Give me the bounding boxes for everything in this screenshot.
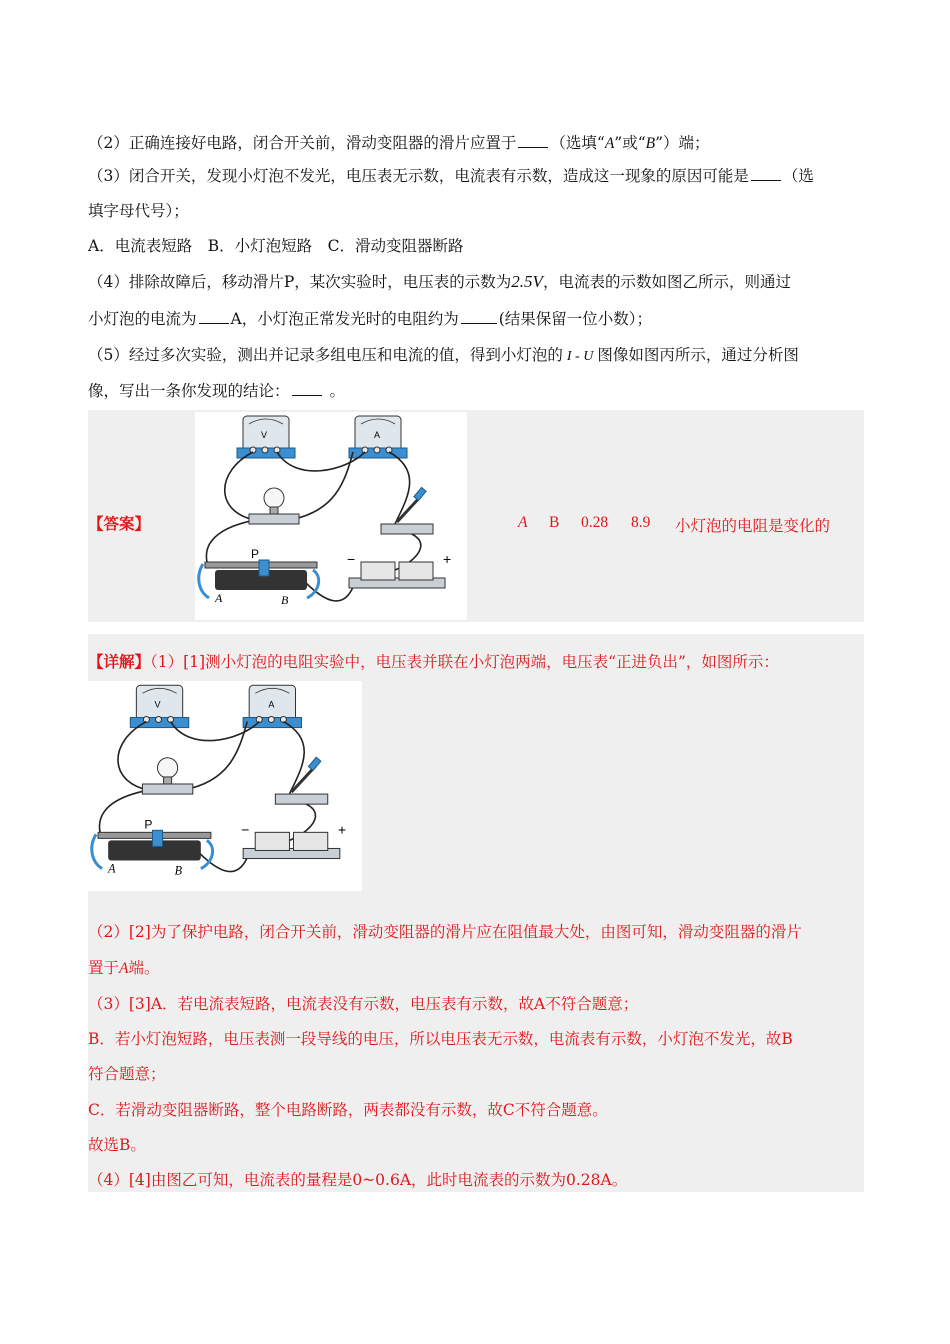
answer-blank	[199, 309, 229, 324]
detail-p7: （4）[4]由图乙可知，电流表的量程是0~0.6A，此时电流表的示数为0.28A。	[88, 1171, 628, 1189]
ammeter-label: A	[268, 699, 275, 710]
slider-label: P	[144, 817, 153, 832]
question-4-cont: 小灯泡的电流为 A，小灯泡正常发光时的电阻约为 (结果保留一位小数）；	[88, 310, 653, 328]
ammeter	[349, 416, 407, 458]
end-a-label: A	[215, 591, 223, 605]
detail-p2: （2）[2]为了保护电路，闭合开关前，滑动变阻器的滑片应在阻值最大处，由图可知，滑动变阻器的滑片	[88, 923, 802, 941]
bulb	[249, 488, 299, 524]
circuit-figure	[195, 412, 467, 620]
battery	[347, 551, 451, 588]
answer-item-1: A	[518, 514, 528, 531]
plus-sign: +	[337, 821, 347, 838]
answer-label: 【答案】	[88, 514, 151, 533]
answer-blank	[292, 381, 322, 396]
voltmeter	[237, 416, 295, 458]
circuit-figure-2	[88, 681, 362, 891]
answer-blank	[751, 166, 781, 181]
question-3: （3）闭合开关，发现小灯泡不发光，电压表无示数，电流表有示数，造成这一现象的原因可能是 （选	[88, 167, 814, 185]
question-5: （5）经过多次实验，测出并记录多组电压和电流的值，得到小灯泡的 I - U 图像如图丙所示，通过分析图	[88, 346, 799, 364]
detail-p1: 【详解】（1）[1]测小灯泡的电阻实验中，电压表并联在小灯泡两端，电压表“正进负出”，如图所示：	[88, 652, 779, 671]
voltmeter	[130, 685, 188, 727]
answer-blank	[461, 309, 497, 324]
minus-sign: −	[347, 551, 356, 567]
slider-label: P	[251, 547, 260, 561]
question-3-cont: 填字母代号）；	[88, 202, 189, 220]
end-b-label: B	[174, 863, 183, 878]
answer-item-3: 0.28	[581, 514, 609, 531]
question-3-options: A．电流表短路 B．小灯泡短路 C．滑动变阻器断路	[88, 237, 464, 255]
ammeter	[243, 685, 301, 727]
answer-blank	[518, 133, 548, 148]
question-4: （4）排除故障后，移动滑片P，某次实验时，电压表的示数为2.5V，电流表的示数如图乙所示，则通过	[88, 272, 791, 291]
question-2: （2）正确连接好电路，闭合开关前，滑动变阻器的滑片应置于 （选填“A”或“B”）端；	[88, 134, 710, 152]
detail-p6: 故选B。	[88, 1136, 146, 1154]
answer-item-4: 8.9	[631, 514, 651, 531]
ammeter-label: A	[374, 430, 381, 440]
end-a-label: A	[108, 861, 116, 876]
battery	[241, 821, 346, 858]
voltmeter-label: V	[261, 430, 268, 440]
minus-sign: −	[241, 821, 250, 838]
circuit-diagram-2	[88, 681, 362, 891]
question-5-cont: 像，写出一条你发现的结论： 。	[88, 382, 346, 400]
answer-item-5: 小灯泡的电阻是变化的	[675, 517, 831, 535]
bulb	[142, 758, 192, 794]
answer-item-2: B	[549, 514, 560, 531]
end-b-label: B	[281, 593, 289, 607]
plus-sign: +	[443, 551, 452, 567]
detail-p4: B．若小灯泡短路，电压表测一段导线的电压，所以电压表无示数，电流表有示数，小灯泡不发光，故B	[88, 1030, 793, 1048]
detail-p2-cont: 置于A端。	[88, 959, 160, 977]
rheostat	[92, 817, 213, 877]
circuit-diagram	[195, 412, 467, 620]
detail-p3: （3）[3]A．若电流表短路，电流表没有示数，电压表有示数，故A不符合题意；	[88, 995, 639, 1013]
voltmeter-label: V	[154, 699, 161, 710]
detail-p5: C．若滑动变阻器断路，整个电路断路，两表都没有示数，故C不符合题意。	[88, 1101, 608, 1119]
detail-p4-cont: 符合题意；	[88, 1065, 166, 1083]
rheostat	[199, 547, 319, 607]
